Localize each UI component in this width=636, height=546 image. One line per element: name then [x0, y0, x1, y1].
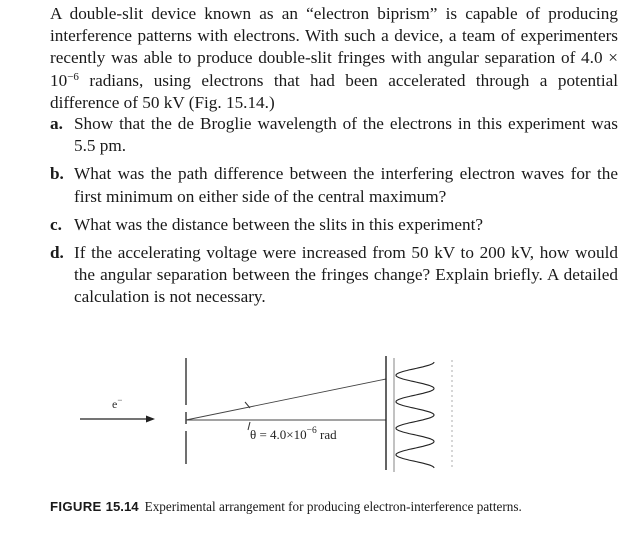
part-text: What was the path difference between the interfering electron waves for the first minimum on either side of the central maximum?: [74, 164, 618, 206]
angle-label: $\theta = 4.0\times 10^{-6}$ rad: [250, 426, 337, 442]
caption-text: Experimental arrangement for producing electron-interference patterns.: [144, 499, 522, 514]
part-letter: c.: [50, 214, 62, 234]
angled-ray: [186, 379, 386, 420]
figure-caption: [50, 497, 616, 517]
intro-text: A double-slit device known as an “electron biprism” is capable of producing interference patterns with electrons. With such a device, a team of experimenters recently was able to produce double-slit fringes with angular separation of 4.0 × 10: [50, 4, 618, 90]
caption-label: FIGURE: [50, 499, 102, 514]
problem-part-b: [50, 163, 618, 207]
part-letter: a.: [50, 114, 63, 133]
problem-parts: [50, 113, 618, 315]
electron-label: e−: [112, 395, 123, 411]
interference-fringe-curve: [396, 362, 434, 468]
part-letter: b.: [50, 164, 64, 184]
part-text: What was the distance between the slits in this experiment?: [74, 214, 484, 234]
biprism-diagram: [0, 340, 636, 490]
intro-exponent: −6: [67, 70, 79, 83]
problem-part-c: [50, 214, 618, 236]
intro-text-continued: radians, using electrons that had been accelerated through a potential difference of 50 kV (Fig. 15.14.): [50, 70, 618, 112]
caption-number: 15.14: [105, 499, 139, 514]
problem-part-a: [50, 113, 618, 157]
arrowhead-icon: [146, 416, 155, 423]
problem-intro: [50, 3, 618, 114]
problem-part-d: [50, 242, 618, 309]
part-text: If the accelerating voltage were increased from 50 kV to 200 kV, how would the angular separation between the fringes change? Explain briefly. A detailed calculation is not necessary.: [74, 243, 618, 307]
part-letter: d.: [50, 243, 64, 263]
part-text: Show that the de Broglie wavelength of the electrons in this experiment was 5.5 pm.: [74, 114, 618, 156]
